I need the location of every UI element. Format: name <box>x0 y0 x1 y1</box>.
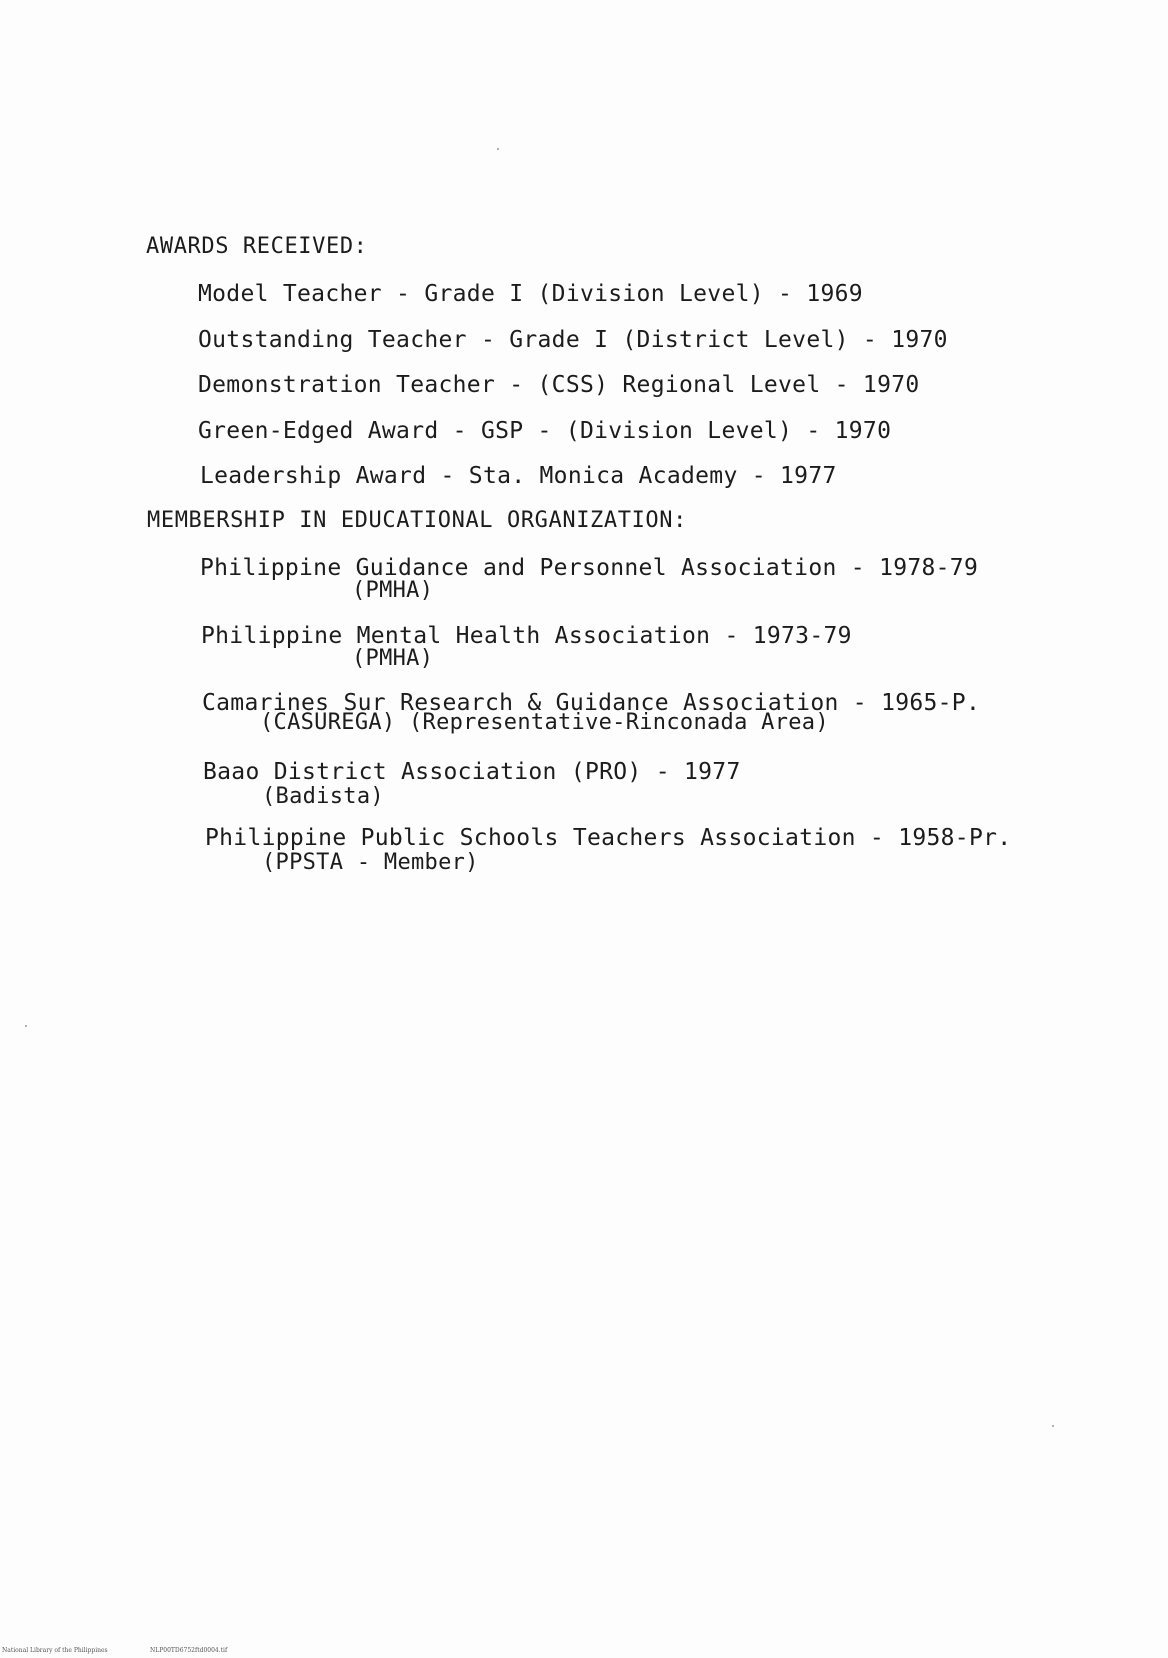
award-item: Outstanding Teacher - Grade I (District Level) - 1970 <box>198 327 948 353</box>
membership-item-detail: (CASUREGA) (Representative-Rinconada Area) <box>260 710 829 735</box>
scan-speck <box>497 148 499 150</box>
award-item: Leadership Award - Sta. Monica Academy - 1977 <box>200 463 837 489</box>
membership-item-name: Philippine Mental Health Association - 1973-79 <box>201 623 852 649</box>
awards-heading: AWARDS RECEIVED: <box>146 234 368 259</box>
scan-speck <box>25 1025 27 1027</box>
membership-heading: MEMBERSHIP IN EDUCATIONAL ORGANIZATION: <box>147 508 687 533</box>
membership-item-name: Baao District Association (PRO) - 1977 <box>203 759 741 785</box>
footer-library-name: National Library of the Philippines <box>2 1647 108 1654</box>
award-item: Green-Edged Award - GSP - (Division Level) - 1970 <box>198 418 892 444</box>
award-item: Demonstration Teacher - (CSS) Regional Level - 1970 <box>198 372 920 398</box>
membership-item-detail: (Badista) <box>262 784 384 809</box>
membership-item-name: Philippine Public Schools Teachers Association - 1958-Pr. <box>205 825 1012 851</box>
footer-file-name: NLP00TD6752ftd0004.tif <box>150 1647 228 1654</box>
membership-item-name: Philippine Guidance and Personnel Association - 1978-79 <box>200 555 979 581</box>
scan-speck <box>1052 1425 1054 1427</box>
membership-item-detail: (PMHA) <box>352 646 434 671</box>
membership-item-detail: (PPSTA - Member) <box>262 850 479 875</box>
membership-item-name: Camarines Sur Research & Guidance Association - 1965-P. <box>202 690 981 716</box>
membership-item-detail: (PMHA) <box>352 578 434 603</box>
award-item: Model Teacher - Grade I (Division Level) - 1969 <box>198 281 863 307</box>
